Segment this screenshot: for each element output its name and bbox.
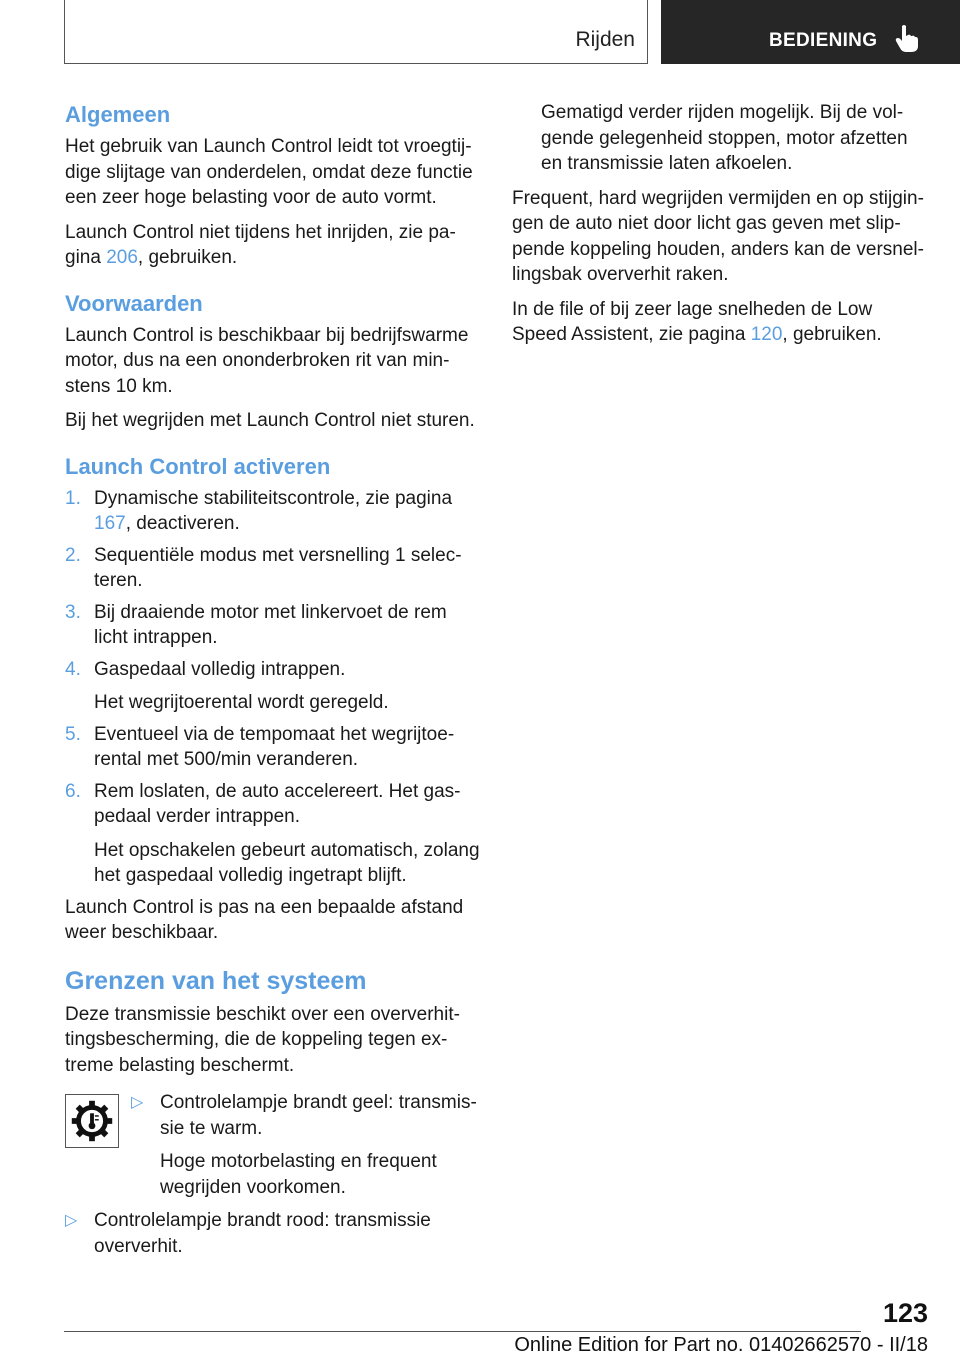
step-text: Sequentiële modus met versnelling 1 selecteren. — [94, 544, 462, 591]
right-column — [512, 100, 932, 357]
step-item — [65, 722, 483, 773]
warning-lamp-row — [65, 1090, 483, 1200]
heading-voorwaarden: Voorwaarden — [65, 290, 203, 316]
step-text: Eventueel via de tempomaat het wegrijtoerental met 500/min veranderen. — [94, 723, 455, 770]
step-text-after: , deactiveren. — [125, 513, 240, 534]
step-text: Bij draaiende motor met linkervoet de rem licht intrappen. — [94, 601, 447, 648]
transmission-temperature-icon — [65, 1094, 119, 1148]
step-item — [65, 600, 483, 651]
header-section: BEDIENING — [769, 30, 878, 51]
step-number: 3. — [65, 601, 81, 623]
warning-bullet-red — [65, 1208, 483, 1259]
step-text: Dynamische stabiliteitscontrole, zie pagina — [94, 487, 453, 509]
step-text: Rem loslaten, de auto accelereert. Het gaspedaal verder intrappen. — [94, 780, 461, 827]
footer-divider — [64, 1331, 861, 1332]
step-item — [65, 657, 483, 716]
page-link-206[interactable]: 206 — [106, 247, 138, 268]
bullet-text: Controlelampje brandt geel: transmissie te warm. — [160, 1092, 477, 1139]
hand-pointer-icon — [893, 24, 919, 54]
header-section-box — [661, 0, 960, 64]
algemeen-p2-text: Launch Control niet tijdens het inrijden, zie pagina — [65, 221, 456, 268]
warning-bullet-yellow — [131, 1090, 483, 1200]
voorwaarden-paragraph-2: Bij het wegrijden met Launch Control niet sturen. — [65, 410, 475, 431]
algemeen-paragraph-2 — [65, 220, 483, 271]
activeren-after-paragraph: Launch Control is pas na een bepaalde afstand weer beschikbaar. — [65, 896, 464, 943]
bullet-triangle-icon: ▷ — [65, 1212, 78, 1229]
algemeen-p2-text-after: , gebruiken. — [137, 247, 238, 268]
header-chapter: Rijden — [575, 28, 635, 51]
heading-launch-control-activeren: Launch Control activeren — [65, 453, 331, 479]
grenzen-paragraph-1: Deze transmissie beschikt over een oververhittingsbescherming, die de koppeling tegen extreme belasting beschermt. — [65, 1003, 460, 1076]
step-number: 6. — [65, 780, 81, 802]
step-number: 4. — [65, 658, 81, 680]
continued-bullet-text: Gematigd verder rijden mogelijk. Bij de volgende gelegenheid stoppen, motor afzetten en transmissie laten afkoelen. — [541, 102, 908, 174]
right-paragraph-2 — [512, 297, 932, 348]
algemeen-paragraph-1: Het gebruik van Launch Control leidt tot vroegtijdige slijtage van onderdelen, omdat deze functie een zeer hoge belasting voor de auto vormt. — [65, 136, 473, 208]
bullet-subtext: Hoge motorbelasting en frequent wegrijden voorkomen. — [160, 1151, 437, 1198]
step-text: Gaspedaal volledig intrappen. — [94, 658, 346, 680]
heading-grenzen: Grenzen van het systeem — [65, 966, 367, 995]
bullet-triangle-icon: ▷ — [131, 1094, 144, 1111]
right-p2-text: In de file of bij zeer lage snelheden de Low Speed Assistent, zie pagina — [512, 298, 873, 345]
page-link-120[interactable]: 120 — [750, 324, 783, 345]
step-number: 1. — [65, 487, 81, 509]
step-number: 2. — [65, 544, 81, 566]
step-subtext: Het wegrijtoerental wordt geregeld. — [94, 692, 389, 713]
bullet-text: Controlelampje brandt rood: transmissie oververhit. — [94, 1210, 431, 1257]
header-chapter-box — [64, 0, 648, 64]
heading-algemeen: Algemeen — [65, 102, 171, 127]
step-number: 5. — [65, 723, 81, 745]
step-item — [65, 486, 483, 537]
step-subtext: Het opschakelen gebeurt automatisch, zolang het gaspedaal volledig ingetrapt blijft. — [94, 839, 480, 886]
step-item — [65, 543, 483, 594]
footer-edition: Online Edition for Part no. 01402662570 - II/18 — [514, 1334, 928, 1356]
voorwaarden-paragraph-1: Launch Control is beschikbaar bij bedrijfswarme motor, dus na een ononderbroken rit van minstens 10 km. — [65, 324, 469, 397]
right-paragraph-1: Frequent, hard wegrijden vermijden en op stijgingen de auto niet door licht gas geven met slippende koppeling houden, anders kan de versnellingsbak oververhit raken. — [512, 187, 924, 285]
activation-steps — [65, 486, 483, 889]
left-column — [65, 100, 483, 1267]
step-item — [65, 779, 483, 889]
right-p2-text-after: , gebruiken. — [782, 324, 882, 345]
page-link-167[interactable]: 167 — [94, 513, 126, 534]
page-number: 123 — [882, 1298, 928, 1328]
